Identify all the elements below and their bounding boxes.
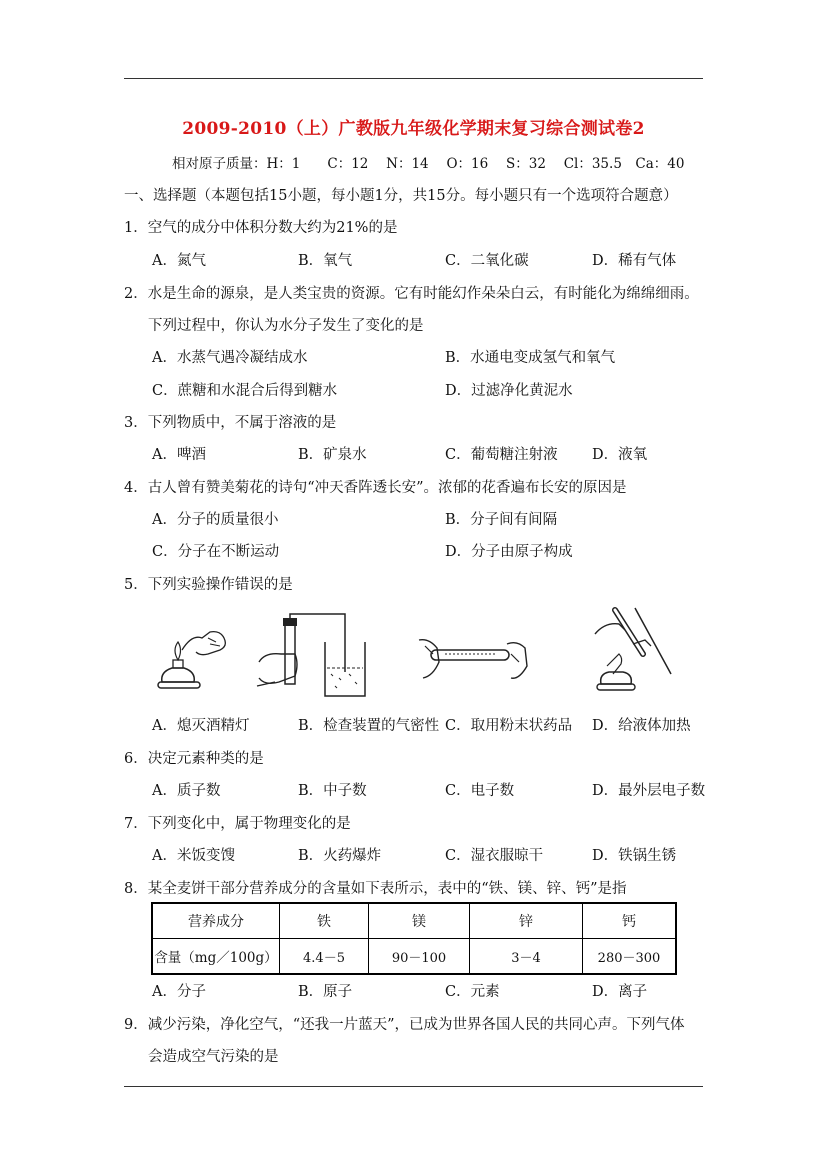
airtightness-figure	[255, 612, 375, 702]
table-cell: 钙	[583, 903, 677, 939]
table-cell: 铁	[280, 903, 369, 939]
question-5: 5．下列实验操作错误的是	[124, 577, 293, 593]
q3-option-d: D．液氧	[592, 447, 648, 463]
q8-option-b: B．原子	[298, 984, 353, 1000]
header-rule	[124, 78, 703, 79]
table-cell: 90－100	[369, 939, 470, 975]
question-2: 2．水是生命的源泉，是人类宝贵的资源。它有时能幻作朵朵白云，有时能化为绵绵细雨。	[124, 286, 699, 302]
q2-option-b: B．水通电变成氢气和氧气	[445, 350, 616, 366]
question-8: 8．某全麦饼干部分营养成分的含量如下表所示，表中的“铁、镁、锌、钙”是指	[124, 881, 627, 897]
table-cell: 锌	[470, 903, 583, 939]
table-cell: 280－300	[583, 939, 677, 975]
table-cell: 含量（mg／100g）	[152, 939, 280, 975]
q5-option-c: C．取用粉末状药品	[445, 718, 573, 734]
question-2-cont: 下列过程中，你认为水分子发生了变化的是	[148, 318, 424, 334]
section-heading: 一、选择题（本题包括15小题，每小题1分，共15分。每小题只有一个选项符合题意）	[124, 188, 678, 204]
table-cell: 镁	[369, 903, 470, 939]
q7-option-b: B．火药爆炸	[298, 848, 382, 864]
heating-liquid-figure	[585, 604, 680, 699]
q4-option-c: C．分子在不断运动	[152, 544, 280, 560]
q1-option-d: D．稀有气体	[592, 253, 677, 269]
q3-option-c: C．葡萄糖注射液	[445, 447, 558, 463]
q3-option-b: B．矿泉水	[298, 447, 367, 463]
question-9-cont: 会造成空气污染的是	[148, 1049, 279, 1065]
q4-option-d: D．分子由原子构成	[445, 544, 573, 560]
q1-option-b: B．氧气	[298, 253, 353, 269]
q1-option-a: A．氮气	[152, 253, 206, 269]
q3-option-a: A．啤酒	[152, 447, 206, 463]
table-cell: 3－4	[470, 939, 583, 975]
question-7: 7．下列变化中，属于物理变化的是	[124, 816, 351, 832]
q6-option-d: D．最外层电子数	[592, 783, 706, 799]
q6-option-b: B．中子数	[298, 783, 367, 799]
table-header-row	[152, 903, 676, 939]
q8-option-d: D．离子	[592, 984, 648, 1000]
alcohol-lamp-figure	[150, 620, 240, 700]
question-6: 6．决定元素种类的是	[124, 751, 264, 767]
q7-option-a: A．米饭变馊	[152, 848, 235, 864]
q5-option-b: B．检查装置的气密性	[298, 718, 440, 734]
powder-reagent-figure	[415, 632, 530, 692]
question-1: 1．空气的成分中体积分数大约为21%的是	[124, 220, 398, 236]
question-9: 9．减少污染，净化空气，“还我一片蓝天”，已成为世界各国人民的共同心声。下列气体	[124, 1017, 685, 1033]
table-cell: 4.4－5	[280, 939, 369, 975]
question-3: 3．下列物质中，不属于溶液的是	[124, 415, 337, 431]
question-4: 4．古人曾有赞美菊花的诗句“冲天香阵透长安”。浓郁的花香遍布长安的原因是	[124, 480, 627, 496]
atomic-masses: 相对原子质量：H：1 C：12 N：14 O：16 S：32 Cl：35.5 Ca：40	[172, 156, 685, 172]
q5-option-a: A．熄灭酒精灯	[152, 718, 250, 734]
q7-option-c: C．湿衣服晾干	[445, 848, 544, 864]
q4-option-b: B．分子间有间隔	[445, 512, 558, 528]
q2-option-c: C．蔗糖和水混合后得到糖水	[152, 383, 338, 399]
q2-option-d: D．过滤净化黄泥水	[445, 383, 573, 399]
footer-rule	[124, 1086, 703, 1087]
q5-option-d: D．给液体加热	[592, 718, 691, 734]
q8-option-a: A．分子	[152, 984, 206, 1000]
table-cell: 营养成分	[152, 903, 280, 939]
q2-option-a: A．水蒸气遇冷凝结成水	[152, 350, 308, 366]
table-row	[152, 939, 676, 975]
q6-option-c: C．电子数	[445, 783, 515, 799]
q7-option-d: D．铁锅生锈	[592, 848, 677, 864]
nutrition-table	[151, 902, 677, 975]
page-title: 2009-2010（上）广教版九年级化学期末复习综合测试卷2	[182, 119, 645, 139]
q8-option-c: C．元素	[445, 984, 500, 1000]
q1-option-c: C．二氧化碳	[445, 253, 529, 269]
q6-option-a: A．质子数	[152, 783, 221, 799]
q4-option-a: A．分子的质量很小	[152, 512, 279, 528]
